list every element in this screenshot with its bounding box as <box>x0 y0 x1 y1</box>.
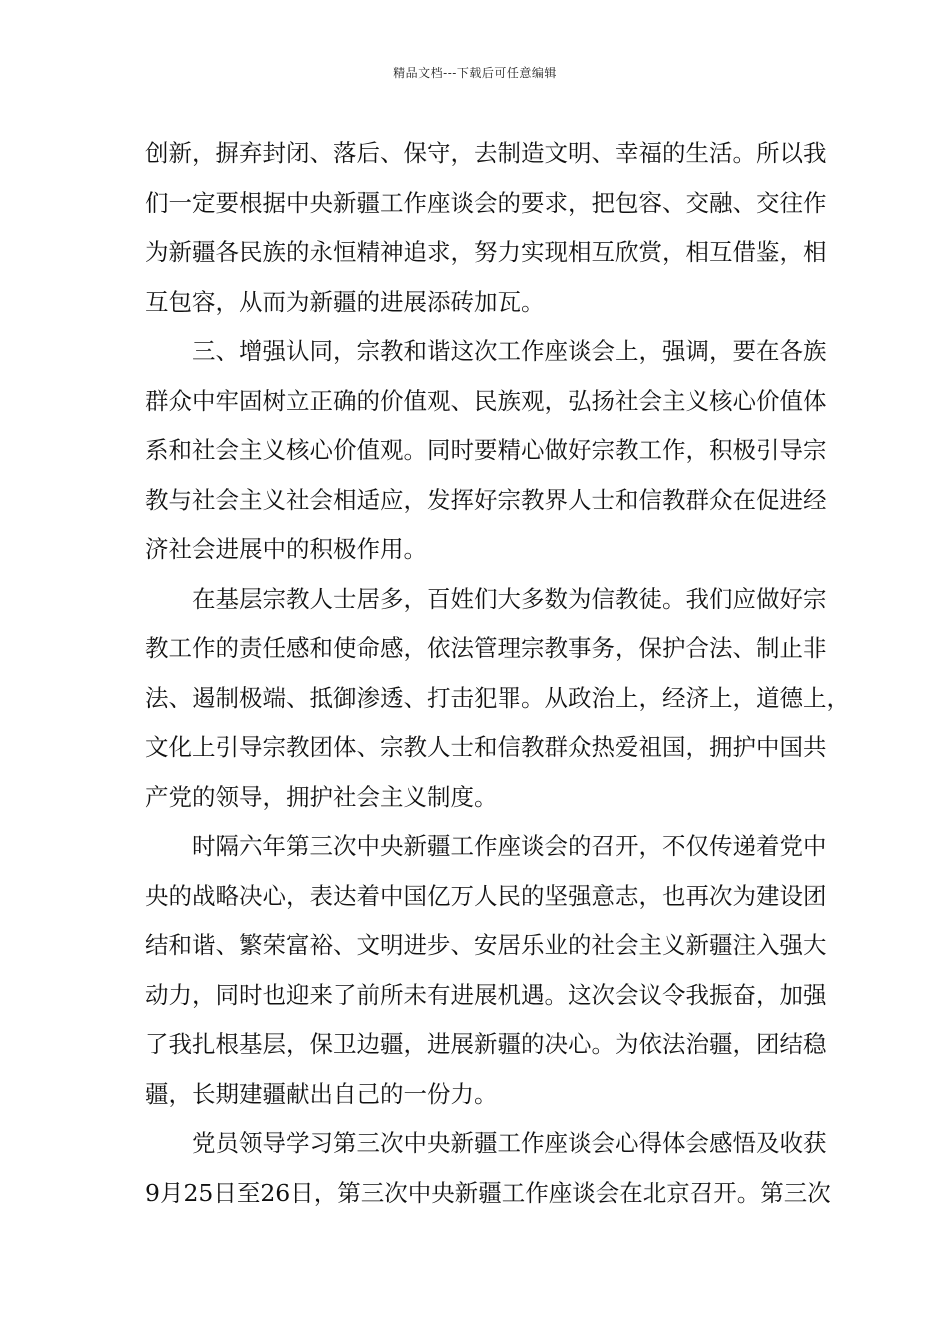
paragraph-first-line: 时隔六年第三次中央新疆工作座谈会的召开，不仅传递着党中 <box>192 832 827 860</box>
text-line: 动力，同时也迎来了前所未有进展机遇。这次会议令我振奋，加强 <box>145 980 827 1009</box>
paragraph-first-line: 三、增强认同，宗教和谐这次工作座谈会上，强调，要在各族 <box>192 337 827 365</box>
text-line: 济社会进展中的积极作用。 <box>145 535 427 563</box>
text-line: 结和谐、繁荣富裕、文明进步、安居乐业的社会主义新疆注入强大 <box>145 931 827 959</box>
text-line: 疆，长期建疆献出自己的一份力。 <box>145 1079 498 1108</box>
text-line: 创新，摒弃封闭、落后、保守，去制造文明、幸福的生活。所以我 <box>145 139 827 167</box>
text-line: 了我扎根基层，保卫边疆，进展新疆的决心。为依法治疆，团结稳 <box>145 1030 827 1058</box>
text-line: 文化上引导宗教团体、宗教人士和信教群众热爱祖国，拥护中国共 <box>145 733 827 761</box>
text-line: 互包容，从而为新疆的进展添砖加瓦。 <box>145 287 545 316</box>
text-line: 为新疆各民族的永恒精神追求，努力实现相互欣赏，相互借鉴，相 <box>145 238 827 266</box>
paragraph-first-line: 在基层宗教人士居多，百姓们大多数为信教徒。我们应做好宗 <box>192 584 827 613</box>
text-line: 法、遏制极端、抵御渗透、打击犯罪。从政治上，经济上，道德上， <box>145 683 850 712</box>
text-line: 9月25日至26日，第三次中央新疆工作座谈会在北京召开。第三次 <box>145 1178 831 1207</box>
text-line: 群众中牢固树立正确的价值观、民族观，弘扬社会主义核心价值体 <box>145 386 827 415</box>
text-line: 产党的领导，拥护社会主义制度。 <box>145 782 498 811</box>
document-body <box>145 131 850 1220</box>
section-heading: 党员领导学习第三次中央新疆工作座谈会心得体会感悟及收获 <box>192 1129 827 1157</box>
text-line: 们一定要根据中央新疆工作座谈会的要求，把包容、交融、交往作 <box>145 188 827 217</box>
page-header: 精品文档---下载后可任意编辑 <box>393 66 557 80</box>
text-line: 教工作的责任感和使命感，依法管理宗教事务，保护合法、制止非 <box>145 634 827 662</box>
text-line: 教与社会主义社会相适应，发挥好宗教界人士和信教群众在促进经 <box>145 485 827 514</box>
text-line: 系和社会主义核心价值观。同时要精心做好宗教工作，积极引导宗 <box>145 436 827 464</box>
text-line: 央的战略决心，表达着中国亿万人民的坚强意志，也再次为建设团 <box>145 881 827 910</box>
